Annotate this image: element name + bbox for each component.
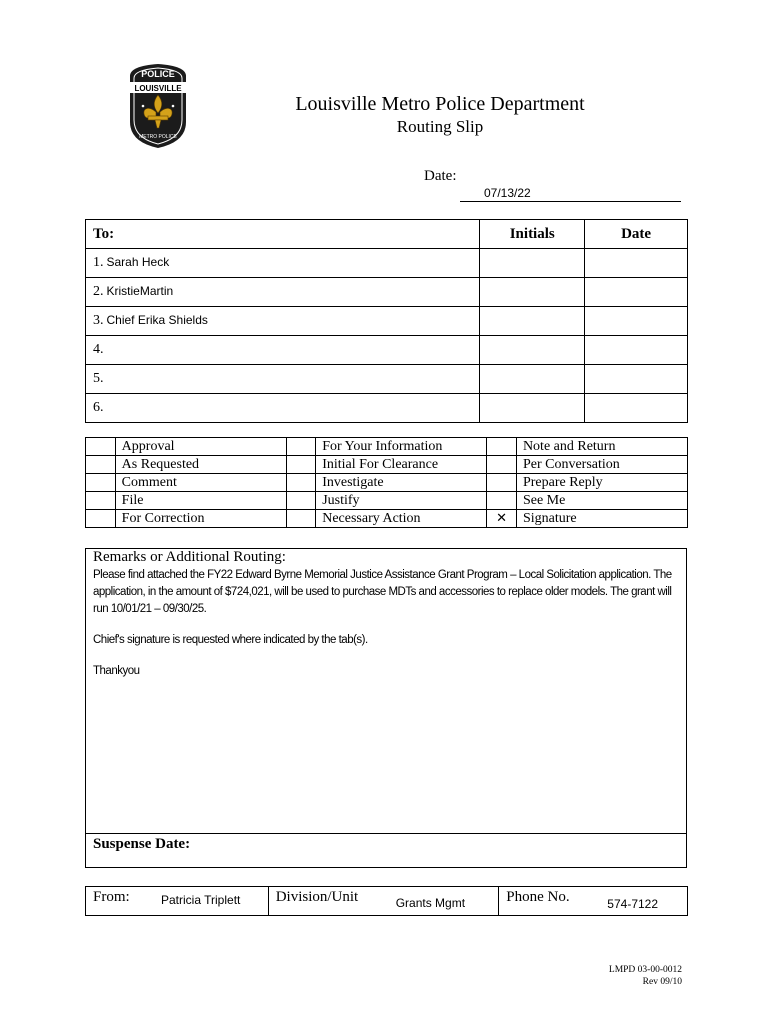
approval-checkbox[interactable] [86, 438, 116, 456]
as-requested-label: As Requested [115, 456, 286, 474]
recipient-name: Chief Erika Shields [106, 313, 208, 327]
recipient-cell[interactable] [86, 307, 480, 336]
initials-header: Initials [480, 220, 585, 249]
initials-cell[interactable] [480, 394, 585, 423]
investigate-checkbox[interactable] [286, 474, 316, 492]
remarks-paragraph: Thankyou [93, 665, 140, 677]
lmpd-badge-logo [126, 62, 190, 150]
form-revision: Rev 09/10 [642, 977, 682, 987]
recipient-cell[interactable] [86, 336, 480, 365]
note-and-return-checkbox[interactable] [487, 438, 517, 456]
initials-cell[interactable] [480, 336, 585, 365]
to-table-header [86, 220, 688, 249]
signature-label: Signature [516, 510, 687, 528]
row-number: 5. [93, 371, 104, 386]
investigate-label: Investigate [316, 474, 487, 492]
remarks-paragraph: Chief's signature is requested where indicated by the tab(s). [93, 634, 368, 646]
initials-cell[interactable] [480, 278, 585, 307]
table-row [86, 456, 688, 474]
action-checklist [85, 437, 688, 528]
phone-value: 574-7122 [607, 897, 659, 911]
date-field[interactable]: 07/13/22 [484, 186, 531, 200]
comment-label: Comment [115, 474, 286, 492]
note-and-return-label: Note and Return [516, 438, 687, 456]
table-row [86, 887, 688, 916]
phone-cell[interactable] [499, 887, 688, 916]
prepare-reply-checkbox[interactable] [487, 474, 517, 492]
for-correction-checkbox[interactable] [86, 510, 116, 528]
date-cell[interactable] [585, 278, 688, 307]
necessary-action-checkbox[interactable] [286, 510, 316, 528]
for-correction-label: For Correction [115, 510, 286, 528]
date-header: Date [585, 220, 688, 249]
initial-for-clearance-checkbox[interactable] [286, 456, 316, 474]
from-value: Patricia Triplett [161, 893, 241, 907]
table-row [86, 438, 688, 456]
division-value: Grants Mgmt [395, 896, 466, 910]
recipient-name: Sarah Heck [106, 255, 170, 269]
see-me-label: See Me [516, 492, 687, 510]
per-conversation-checkbox[interactable] [487, 456, 517, 474]
table-row [86, 492, 688, 510]
recipient-cell[interactable] [86, 394, 480, 423]
see-me-checkbox[interactable] [487, 492, 517, 510]
approval-label: Approval [115, 438, 286, 456]
table-row [86, 249, 688, 278]
remarks-paragraph: Please find attached the FY22 Edward Byrne Memorial Justice Assistance Grant Program – Local Solicitation application. The application, in the amount of $724,021, will be used to purchase MDTs and accessories to replace older models. The grant will run 10/01/21 – 09/30/25. [93, 569, 672, 615]
recipient-name: KristieMartin [106, 284, 174, 298]
recipient-cell[interactable] [86, 278, 480, 307]
table-row [86, 336, 688, 365]
table-row [86, 278, 688, 307]
logo-top-text: POLICE [141, 69, 175, 79]
to-header: To: [86, 220, 480, 249]
routing-to-table [85, 219, 688, 423]
for-your-information-label: For Your Information [316, 438, 487, 456]
date-underline [460, 201, 681, 202]
suspense-date-label: Suspense Date: [93, 836, 191, 852]
row-number: 4. [93, 342, 104, 357]
necessary-action-label: Necessary Action [316, 510, 487, 528]
date-cell[interactable] [585, 394, 688, 423]
form-number: LMPD 03-00-0012 [608, 965, 682, 975]
row-number: 1. [93, 255, 104, 270]
suspense-divider [85, 833, 687, 834]
date-cell[interactable] [585, 336, 688, 365]
form-title: Routing Slip [396, 117, 484, 136]
row-number: 3. [93, 313, 104, 328]
table-row [86, 474, 688, 492]
department-title: Louisville Metro Police Department [295, 93, 585, 115]
division-label: Division/Unit [275, 889, 359, 905]
signature-checkbox[interactable]: ✕ [487, 510, 517, 528]
recipient-cell[interactable] [86, 365, 480, 394]
from-label: From: [93, 889, 130, 905]
from-table [85, 886, 688, 916]
recipient-cell[interactable] [86, 249, 480, 278]
row-number: 2. [93, 284, 104, 299]
justify-checkbox[interactable] [286, 492, 316, 510]
date-cell[interactable] [585, 365, 688, 394]
initials-cell[interactable] [480, 307, 585, 336]
initials-cell[interactable] [480, 249, 585, 278]
logo-bottom-text: METRO POLICE [139, 134, 177, 140]
form-footer [609, 964, 682, 988]
per-conversation-label: Per Conversation [516, 456, 687, 474]
prepare-reply-label: Prepare Reply [516, 474, 687, 492]
comment-checkbox[interactable] [86, 474, 116, 492]
initials-cell[interactable] [480, 365, 585, 394]
table-row [86, 365, 688, 394]
logo-band-text: LOUISVILLE [134, 84, 182, 93]
remarks-label: Remarks or Additional Routing: [93, 549, 286, 565]
from-cell[interactable] [86, 887, 269, 916]
for-your-information-checkbox[interactable] [286, 438, 316, 456]
table-row [86, 510, 688, 528]
division-cell[interactable] [268, 887, 499, 916]
date-label: Date: [424, 168, 457, 184]
file-label: File [115, 492, 286, 510]
table-row [86, 307, 688, 336]
remarks-text [93, 567, 685, 680]
row-number: 6. [93, 400, 104, 415]
justify-label: Justify [316, 492, 487, 510]
as-requested-checkbox[interactable] [86, 456, 116, 474]
table-row [86, 394, 688, 423]
file-checkbox[interactable] [86, 492, 116, 510]
date-cell[interactable] [585, 249, 688, 278]
date-cell[interactable] [585, 307, 688, 336]
initial-for-clearance-label: Initial For Clearance [316, 456, 487, 474]
phone-label: Phone No. [506, 889, 570, 905]
